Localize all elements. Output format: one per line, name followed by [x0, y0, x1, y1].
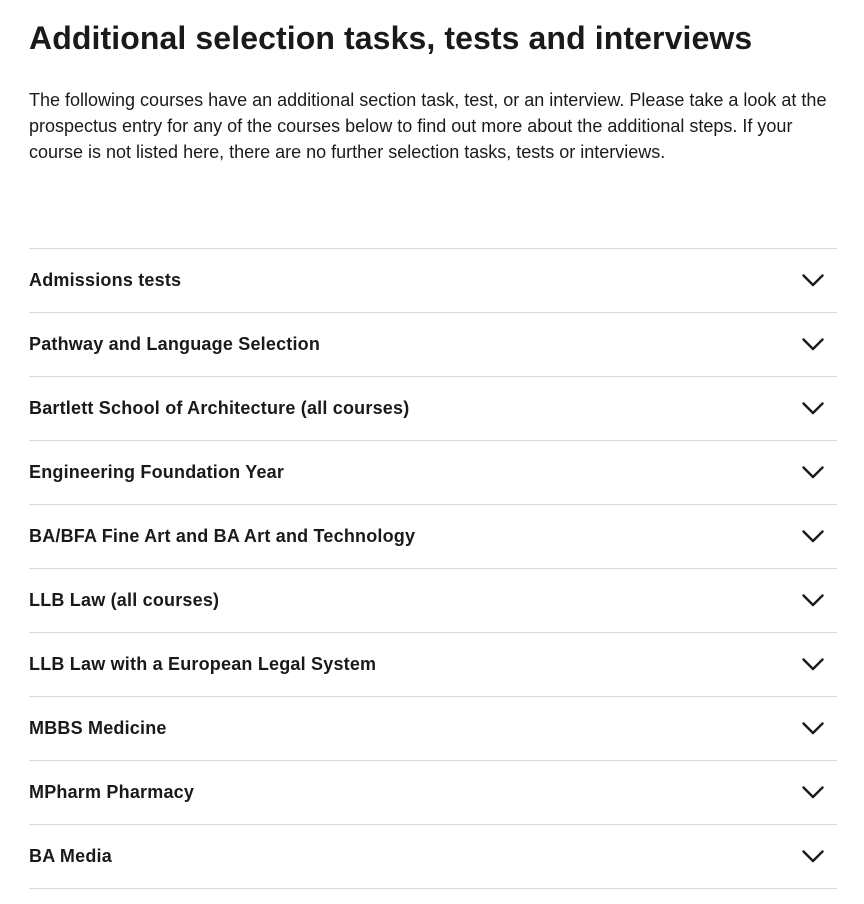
chevron-down-icon[interactable] — [801, 653, 825, 677]
accordion-item-engineering-foundation[interactable] — [29, 441, 837, 505]
chevron-down-icon[interactable] — [801, 397, 825, 421]
accordion-item-label: Pathway and Language Selection — [29, 334, 321, 354]
chevron-down-icon[interactable] — [801, 845, 825, 869]
chevron-down-icon[interactable] — [801, 589, 825, 613]
chevron-down-icon[interactable] — [801, 269, 825, 293]
accordion-item-label: BA Media — [29, 846, 112, 866]
accordion — [29, 248, 837, 889]
accordion-item-ba-media[interactable] — [29, 825, 837, 889]
accordion-item-mbbs-medicine[interactable] — [29, 697, 837, 761]
chevron-down-icon[interactable] — [801, 717, 825, 741]
accordion-item-label: Bartlett School of Architecture (all courses) — [29, 398, 410, 418]
accordion-item-bartlett[interactable] — [29, 377, 837, 441]
accordion-item-fine-art[interactable] — [29, 505, 837, 569]
accordion-item-label: Engineering Foundation Year — [29, 462, 285, 482]
accordion-item-label: LLB Law with a European Legal System — [29, 654, 377, 674]
chevron-down-icon[interactable] — [801, 461, 825, 485]
intro-paragraph: The following courses have an additional section task, test, or an interview. Please take a look at the prospectus entry for any of the courses below to find out more about the additional steps. If your course is not listed here, there are no further selection tasks, tests or interviews. — [29, 90, 827, 162]
accordion-item-pathway-language[interactable] — [29, 313, 837, 377]
accordion-item-label: LLB Law (all courses) — [29, 590, 220, 610]
chevron-down-icon[interactable] — [801, 333, 825, 357]
accordion-item-label: MBBS Medicine — [29, 718, 167, 738]
accordion-item-llb-european[interactable] — [29, 633, 837, 697]
page-title: Additional selection tasks, tests and interviews — [29, 20, 753, 56]
accordion-item-label: MPharm Pharmacy — [29, 782, 195, 802]
chevron-down-icon[interactable] — [801, 525, 825, 549]
accordion-item-admissions-tests[interactable] — [29, 249, 837, 313]
accordion-item-mpharm[interactable] — [29, 761, 837, 825]
accordion-item-llb-law[interactable] — [29, 569, 837, 633]
accordion-item-label: Admissions tests — [29, 270, 182, 290]
chevron-down-icon[interactable] — [801, 781, 825, 805]
accordion-item-label: BA/BFA Fine Art and BA Art and Technology — [29, 526, 416, 546]
